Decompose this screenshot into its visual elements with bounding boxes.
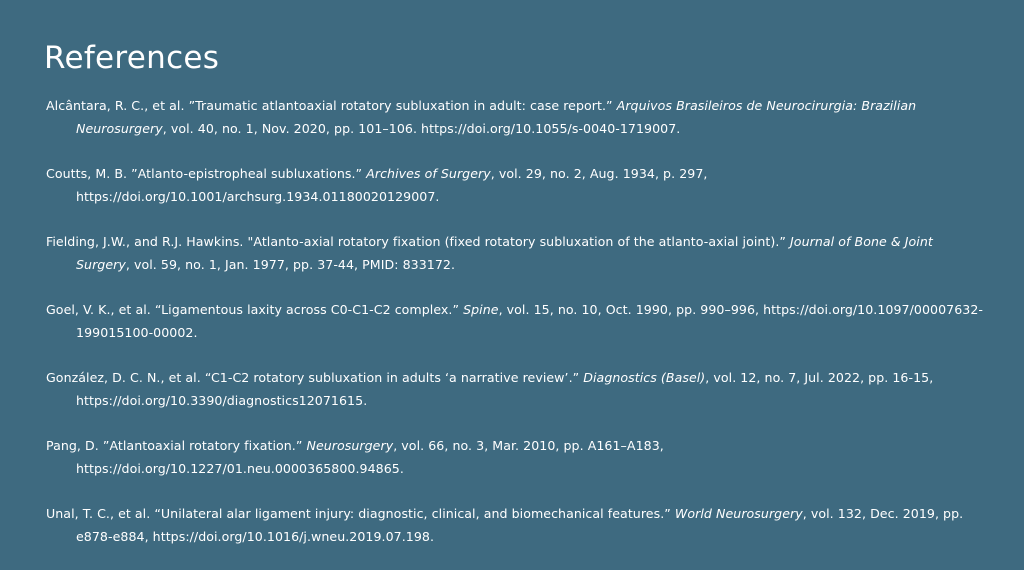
reference-journal: Neurosurgery (306, 438, 394, 453)
reference-lead: Fielding, J.W., and R.J. Hawkins. "Atlanto-axial rotatory fixation (fixed rotatory subluxation of the atlanto-axial joint).” (46, 234, 791, 249)
reference-item (46, 94, 986, 140)
reference-details: , vol. 132, Dec. 2019, pp. e878-e884, https://doi.org/10.1016/j.wneu.2019.07.198. (76, 506, 964, 544)
reference-lead: Pang, D. ”Atlantoaxial rotatory fixation.” (46, 438, 307, 453)
reference-list (46, 94, 986, 570)
reference-details: , vol. 40, no. 1, Nov. 2020, pp. 101–106. https://doi.org/10.1055/s-0040-1719007. (162, 121, 681, 136)
reference-journal: Arquivos Brasileiros de Neurocirurgia: Brazilian Neurosurgery (76, 98, 917, 136)
reference-item (46, 230, 986, 276)
reference-lead: Alcântara, R. C., et al. ”Traumatic atlantoaxial rotatory subluxation in adult: case report.” (46, 98, 617, 113)
reference-journal: Journal of Bone & Joint Surgery (76, 234, 933, 272)
reference-journal: Archives of Surgery (366, 166, 491, 181)
reference-journal: Diagnostics (Basel) (583, 370, 706, 385)
reference-details: , vol. 29, no. 2, Aug. 1934, p. 297, https://doi.org/10.1001/archsurg.1934.01180020129007. (76, 166, 708, 204)
reference-item (46, 162, 986, 208)
reference-details: , vol. 59, no. 1, Jan. 1977, pp. 37-44, PMID: 833172. (125, 257, 455, 272)
reference-journal: World Neurosurgery (674, 506, 803, 521)
reference-lead: Unal, T. C., et al. “Unilateral alar ligament injury: diagnostic, clinical, and biomechanical features.” (46, 506, 675, 521)
reference-lead: Coutts, M. B. ”Atlanto-epistropheal subluxations.” (46, 166, 367, 181)
reference-journal: Spine (463, 302, 499, 317)
reference-details: , vol. 15, no. 10, Oct. 1990, pp. 990–996, https://doi.org/10.1097/00007632-199015100-00002. (76, 302, 983, 340)
reference-lead: González, D. C. N., et al. “C1-C2 rotatory subluxation in adults ‘a narrative review’.” (46, 370, 584, 385)
reference-item (46, 366, 986, 412)
reference-item (46, 298, 986, 344)
reference-details: , vol. 12, no. 7, Jul. 2022, pp. 16-15, https://doi.org/10.3390/diagnostics12071615. (76, 370, 934, 408)
reference-lead: Goel, V. K., et al. “Ligamentous laxity across C0-C1-C2 complex.” (46, 302, 464, 317)
reference-item (46, 502, 986, 548)
slide-title: References (44, 40, 220, 76)
reference-item (46, 434, 986, 480)
reference-details: , vol. 66, no. 3, Mar. 2010, pp. A161–A183, https://doi.org/10.1227/01.neu.0000365800.94865. (76, 438, 664, 476)
